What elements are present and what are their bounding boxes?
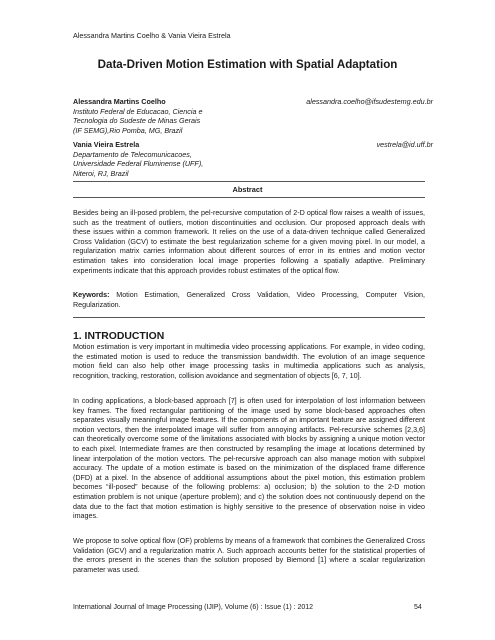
footer-journal: International Journal of Image Processing (IJIP), Volume (6) : Issue (1) : 2012 bbox=[73, 604, 314, 611]
author-name: Alessandra Martins Coelho bbox=[73, 97, 166, 106]
author-affiliation-line: Tecnologia do Sudeste de Minas Gerais bbox=[73, 116, 201, 126]
body-paragraph: In coding applications, a block-based approach [7] is often used for interpolation of lost information between key frames. The fixed rectangular partitioning of the image used by some block-based approaches often separates visually meaningful image features. If the components of an important feature are assigned different motion vectors, then the interpolated image will suffer from annoying artifacts. Pel-recursive schemes [2,3,6] can theoretically overcome some of the limitations associated with blocks by assigning a unique motion vector to each pixel. Intermediate frames are then constructed by resampling the image at locations determined by linear interpolation of the motion vectors. The pel-recursive approach can also manage motion with subpixel accuracy. The update of a motion estimate is based on the minimization of the displaced frame difference (DFD) at a pixel. In the absence of additional assumptions about the pixel motion, this estimation problem becomes “ill-posed” because of the following problems: a) occlusion; b) the solution to the 2-D motion estimation problem is not unique (aperture problem); and c) the solution does not continuously depend on the data due to the fact that motion estimation is highly sensitive to the presence of observation noise in video images. bbox=[73, 397, 425, 521]
keywords-text: Motion Estimation, Generalized Cross Validation, Video Processing, Computer Vision, Regularization. bbox=[73, 291, 425, 309]
author-affiliation-line: (IF SEMG),Rio Pomba, MG, Brazil bbox=[73, 125, 183, 135]
abstract-bottom-rule bbox=[73, 317, 425, 318]
author-affiliation-line: Universidade Federal Fluminense (UFF), bbox=[73, 159, 204, 169]
keywords bbox=[73, 291, 425, 310]
author-affiliation-line: Instituto Federal de Educacao, Ciencia e bbox=[73, 106, 203, 116]
author-email: vestrela@id.uff.br bbox=[376, 140, 433, 149]
footer-page-number: 54 bbox=[414, 604, 422, 611]
body-paragraph: We propose to solve optical flow (OF) problems by means of a framework that combines the Generalized Cross Validation (GCV) and a regularization matrix Λ. Such approach accounts better for the statistical properties of the errors present in the scenes than the solution proposed by Biemond [1] where a scalar regularization parameter was used. bbox=[73, 537, 425, 574]
author-name: Vania Vieira Estrela bbox=[73, 140, 140, 149]
body-paragraph: Motion estimation is very important in multimedia video processing applications. For example, in video coding, the estimated motion is used to reduce the transmission bandwidth. The evolution of an image sequence motion field can also help other image processing tasks in multimedia applications such as analysis, recognition, tracking, restoration, collision avoidance and segmentation of objects [6, 7, 10]. bbox=[73, 343, 425, 380]
author-email: alessandra.coelho@ifsudestemg.edu.br bbox=[306, 97, 433, 106]
running-head: Alessandra Martins Coelho & Vania Vieira Estrela bbox=[73, 31, 231, 40]
abstract-heading: Abstract bbox=[232, 185, 263, 194]
abstract-top-rule bbox=[73, 181, 425, 182]
abstract-text: Besides being an ill-posed problem, the pel-recursive computation of 2-D optical flow raises a wealth of issues, such as the treatment of outliers, motion discontinuities and occlusion. Our proposed approach deals with these issues within a common framework. It relies on the use of a data-driven technique called Generalized Cross Validation (GCV) to estimate the best regularization scheme for a given moving pixel. In our model, a regularization matrix carries information about different sources of error in its entries and motion vector estimation takes into consideration local image properties following a spatially adaptive. Preliminary experiments indicate that this approach provides robust estimates of the optical flow. bbox=[73, 209, 425, 275]
author-block-2 bbox=[73, 140, 433, 178]
author-affiliation-line: Departamento de Telecomunicacoes, bbox=[73, 149, 192, 159]
author-block-1 bbox=[73, 97, 433, 135]
author-affiliation-line: Niteroi, RJ, Brazil bbox=[73, 168, 129, 178]
paper-title: Data-Driven Motion Estimation with Spatial Adaptation bbox=[97, 58, 398, 71]
abstract-heading-rule bbox=[73, 197, 425, 198]
section-heading: 1. INTRODUCTION bbox=[73, 331, 165, 342]
keywords-label: Keywords: bbox=[73, 291, 110, 299]
